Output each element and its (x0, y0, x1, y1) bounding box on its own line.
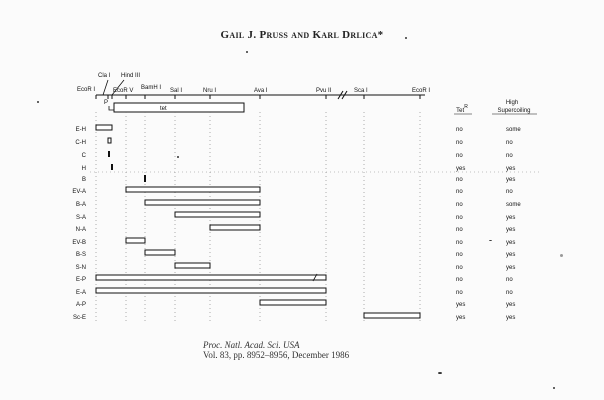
tet-resistance-value: no (456, 227, 463, 233)
tet-resistance-value: no (456, 202, 463, 208)
row-label: E-P (75, 277, 86, 283)
fragment-bar (210, 225, 260, 230)
scan-speck (553, 387, 555, 389)
site-label-hind-iii: Hind III (121, 73, 141, 79)
site-label-sca-i: Sca I (354, 88, 368, 94)
fragment-bar (108, 138, 111, 143)
author-header: Gail J. Pruss and Karl Drlica* (220, 29, 384, 41)
row-label: S-A (75, 215, 86, 221)
tet-resistance-value: no (456, 140, 463, 146)
row-label: H (81, 166, 86, 172)
row-label: S-N (75, 265, 86, 271)
promoter-label: P (104, 100, 109, 106)
row-label: Sc-E (72, 315, 86, 321)
tet-resistance-value: no (456, 153, 463, 159)
fragment-bar (96, 125, 112, 130)
tet-resistance-value: no (456, 240, 463, 246)
site-label-ecor-v: EcoR V (113, 88, 134, 94)
fragment-bar (96, 288, 326, 293)
row-label: B (81, 177, 86, 183)
citation-journal: Proc. Natl. Acad. Sci. USA (203, 340, 300, 350)
fragment-bar (145, 200, 260, 205)
supercoiling-value: yes (506, 215, 516, 221)
row-label: E-A (75, 290, 86, 296)
supercoiling-value: no (506, 140, 513, 146)
row-label: EV-B (72, 240, 86, 246)
site-label-nru-i: Nru I (203, 88, 217, 94)
supercoiling-value: some (506, 127, 521, 133)
supercoiling-value: yes (506, 177, 516, 183)
tet-resistance-value: yes (456, 166, 466, 172)
row-label: A-P (75, 302, 86, 308)
supercoiling-value: no (506, 277, 513, 283)
tet-resistance-value: no (456, 252, 463, 258)
site-label-ecor-i-right: EcoR I (412, 88, 431, 94)
fragment-bar (260, 300, 326, 305)
fragment-bar (144, 175, 146, 182)
fragment-bar (96, 275, 326, 280)
row-label: C (81, 153, 86, 159)
supercoiling-value: no (506, 290, 513, 296)
fragment-bar (111, 164, 113, 170)
supercoiling-value: some (506, 202, 521, 208)
fragment-bar (175, 263, 210, 268)
col-header-tetr: Tet$^R$ (456, 104, 468, 114)
row-label: B-A (75, 202, 86, 208)
row-label: EV-A (72, 189, 86, 195)
fragment-bar (175, 212, 260, 217)
site-label-cla-i: Cla I (98, 73, 111, 79)
fragment-bar (126, 238, 145, 243)
citation-volume: Vol. 83, pp. 8952–8956, December 1986 (203, 350, 350, 360)
tet-resistance-value: no (456, 290, 463, 296)
fragment-bar (364, 313, 420, 318)
supercoiling-value: yes (506, 166, 516, 172)
scan-speck (489, 240, 492, 241)
site-leader-line (103, 80, 108, 95)
tet-resistance-value: no (456, 265, 463, 271)
promoter-arrow (109, 106, 114, 110)
citation (203, 340, 349, 360)
supercoiling-value: yes (506, 227, 516, 233)
site-label-sal-i: Sal I (170, 88, 183, 94)
site-label-ava-i: Ava I (254, 88, 268, 94)
fragment-bar (108, 151, 110, 157)
col-header-supercoiling: Supercoiling (497, 108, 531, 114)
tet-gene-label: tet (160, 106, 167, 112)
tet-resistance-value: no (456, 215, 463, 221)
supercoiling-value: yes (506, 252, 516, 258)
tet-gene-box (114, 103, 244, 112)
row-label: E-H (75, 127, 86, 133)
supercoiling-value: yes (506, 315, 516, 321)
scan-speck (37, 101, 39, 103)
scan-speck (438, 372, 442, 374)
supercoiling-value: yes (506, 265, 516, 271)
tet-resistance-value: no (456, 177, 463, 183)
supercoiling-value: yes (506, 302, 516, 308)
row-label: B-S (75, 252, 86, 258)
tet-resistance-value: no (456, 189, 463, 195)
row-label: C-H (75, 140, 86, 146)
tet-resistance-value: no (456, 277, 463, 283)
fragment-bar (145, 250, 175, 255)
col-header-high: High (505, 100, 519, 106)
scan-speck (177, 156, 179, 158)
scan-speck (405, 37, 407, 39)
tet-resistance-value: yes (456, 315, 466, 321)
scan-speck (560, 254, 563, 257)
fragment-bar (126, 187, 260, 192)
tet-resistance-value: no (456, 127, 463, 133)
site-label-ecor-i-left: EcoR I (77, 87, 96, 93)
site-label-pvu-ii: Pvu II (316, 88, 332, 94)
row-label: N-A (75, 227, 86, 233)
supercoiling-value: no (506, 153, 513, 159)
scan-speck (246, 51, 248, 53)
supercoiling-value: yes (506, 240, 516, 246)
supercoiling-value: no (506, 189, 513, 195)
site-label-bamh-i: BamH I (141, 85, 162, 91)
tet-resistance-value: yes (456, 302, 466, 308)
